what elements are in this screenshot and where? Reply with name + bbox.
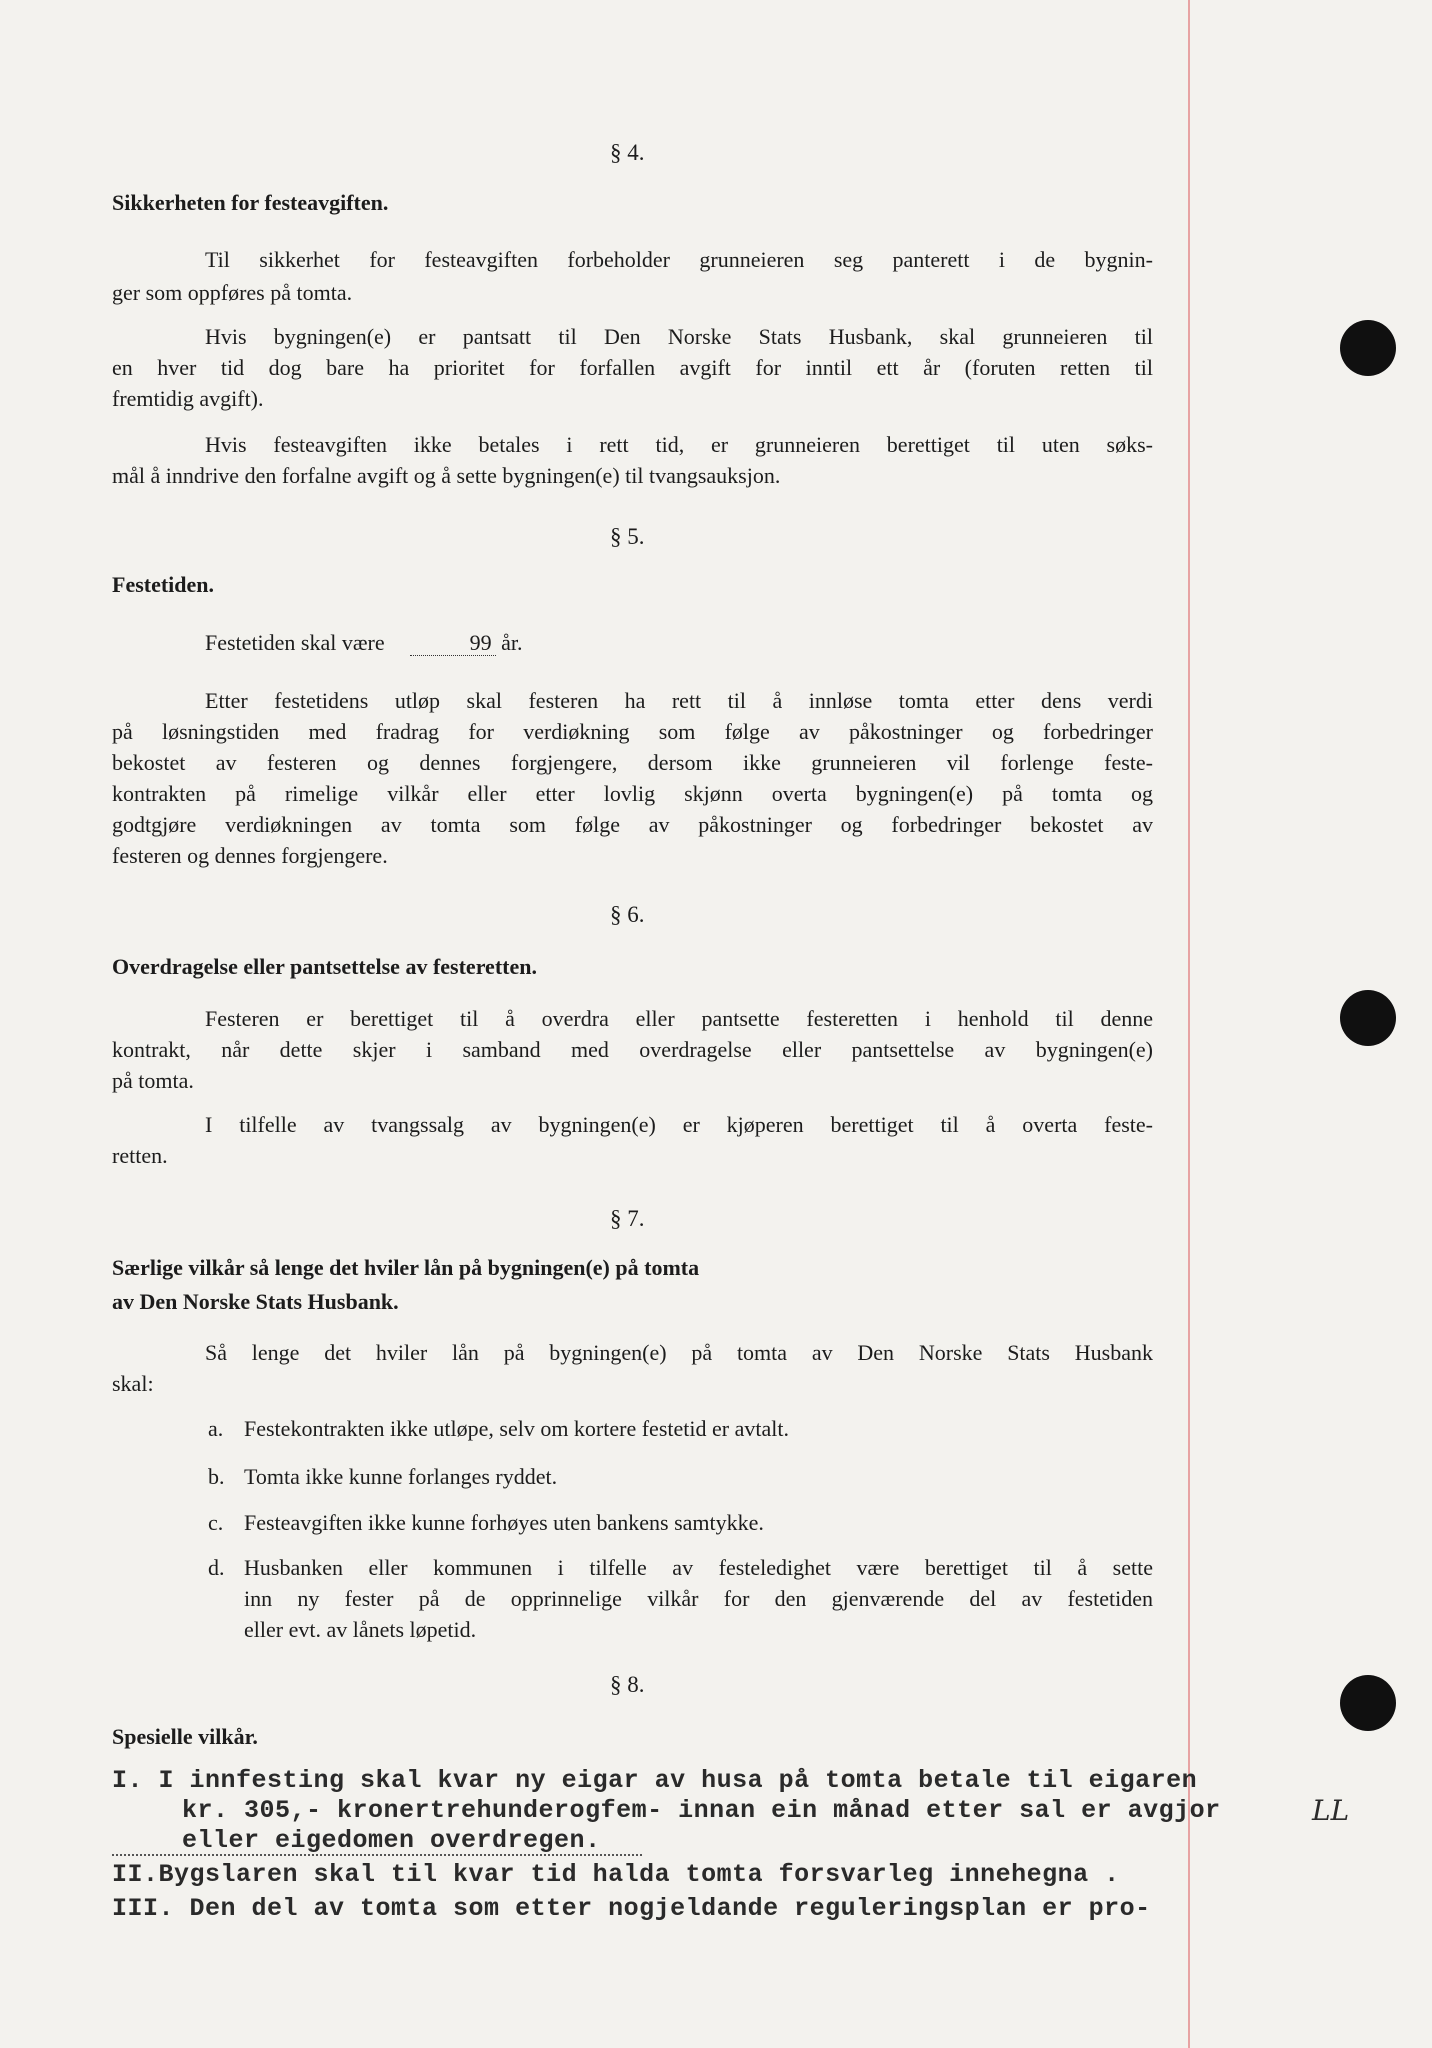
section-5-duration-line: [205, 628, 523, 658]
section-4-paragraph-2-line-2: en hver tid dog bare ha prioritet for forfallen avgift for inntil ett år (foruten retten til: [112, 355, 1153, 380]
section-5-paragraph-line-5: godtgjøre verdiøkningen av tomta som følge av påkostninger og forbedringer bekostet av: [112, 812, 1153, 837]
section-5-paragraph-line-1: Etter festetidens utløp skal festeren ha rett til å innløse tomta etter dens verdi: [205, 688, 1153, 713]
typed-condition-line-1: I. I innfesting skal kvar ny eigar av husa på tomta betale til eigaren: [112, 1766, 1198, 1795]
section-4-heading: Sikkerheten for festeavgiften.: [112, 190, 389, 215]
section-7-intro-line-1: Så lenge det hviler lån på bygningen(e) på tomta av Den Norske Stats Husbank: [205, 1340, 1153, 1365]
section-6-paragraph-2-line-1: I tilfelle av tvangssalg av bygningen(e) er kjøperen berettiget til å overta feste-: [205, 1112, 1153, 1137]
red-margin-line: [1188, 0, 1190, 2048]
handwritten-initials: LL: [1312, 1794, 1350, 1827]
typed-condition-line-4: II.Bygslaren skal til kvar tid halda tomta forsvarleg innehegna .: [112, 1860, 1120, 1889]
list-item-b-letter: b.: [208, 1464, 225, 1489]
list-item-c-text: Festeavgiften ikke kunne forhøyes uten bankens samtykke.: [244, 1510, 764, 1535]
typed-condition-line-3: eller eigedomen overdregen.: [182, 1826, 601, 1855]
section-7-heading-line-2: av Den Norske Stats Husbank.: [112, 1289, 399, 1314]
list-item-d-letter: d.: [208, 1555, 225, 1580]
typed-condition-line-2: kr. 305,- kronertrehunderogfem- innan ein månad etter sal er avgjor: [182, 1796, 1221, 1825]
section-6-paragraph-1-line-2: kontrakt, når dette skjer i samband med overdragelse eller pantsettelse av bygningen(e): [112, 1037, 1153, 1062]
section-4-paragraph-3-line-1: Hvis festeavgiften ikke betales i rett tid, er grunneieren berettiget til uten søks-: [205, 432, 1153, 457]
section-5-paragraph-line-3: bekostet av festeren og dennes forgjengere, dersom ikke grunneieren vil forlenge feste-: [112, 750, 1153, 775]
section-5-paragraph-line-6: festeren og dennes forgjengere.: [112, 843, 388, 868]
section-7-intro-line-2: skal:: [112, 1371, 154, 1396]
section-4-paragraph-1-line-1: Til sikkerhet for festeavgiften forbeholder grunneieren seg panterett i de bygnin-: [205, 247, 1153, 272]
section-4-number: § 4.: [610, 140, 645, 165]
list-item-d-text-line-3: eller evt. av lånets løpetid.: [244, 1617, 477, 1642]
section-4-paragraph-1-line-2: ger som oppføres på tomta.: [112, 280, 353, 305]
section-6-paragraph-1-line-3: på tomta.: [112, 1068, 194, 1093]
section-8-number: § 8.: [610, 1672, 645, 1697]
duration-value: 99: [410, 630, 496, 656]
list-item-a-letter: a.: [208, 1416, 224, 1441]
duration-prefix: Festetiden skal være: [205, 630, 385, 655]
section-6-number: § 6.: [610, 902, 645, 927]
section-4-paragraph-2-line-1: Hvis bygningen(e) er pantsatt til Den Norske Stats Husbank, skal grunneieren til: [205, 324, 1153, 349]
list-item-d-text: Husbanken eller kommunen i tilfelle av festeledighet være berettiget til å sette: [244, 1555, 1153, 1580]
list-item-a-text: Festekontrakten ikke utløpe, selv om kortere festetid er avtalt.: [244, 1416, 789, 1441]
section-4-paragraph-2-line-3: fremtidig avgift).: [112, 386, 264, 411]
section-7-heading-line-1: Særlige vilkår så lenge det hviler lån på bygningen(e) på tomta: [112, 1255, 700, 1280]
section-7-number: § 7.: [610, 1206, 645, 1231]
section-4-paragraph-3-line-2: mål å inndrive den forfalne avgift og å sette bygningen(e) til tvangsauksjon.: [112, 463, 781, 488]
punch-hole-middle: [1340, 990, 1396, 1046]
section-6-heading: Overdragelse eller pantsettelse av festeretten.: [112, 954, 537, 979]
duration-suffix: år.: [501, 630, 523, 655]
section-5-paragraph-line-2: på løsningstiden med fradrag for verdiøkning som følge av påkostninger og forbedringer: [112, 719, 1153, 744]
section-6-paragraph-2-line-2: retten.: [112, 1143, 168, 1168]
typed-condition-line-5: III. Den del av tomta som etter nogjeldande reguleringsplan er pro-: [112, 1894, 1151, 1923]
section-8-heading: Spesielle vilkår.: [112, 1724, 258, 1749]
punch-hole-bottom: [1340, 1675, 1396, 1731]
list-item-b-text: Tomta ikke kunne forlanges ryddet.: [244, 1464, 558, 1489]
dotted-fill-line: [112, 1854, 642, 1856]
punch-hole-top: [1340, 320, 1396, 376]
section-6-paragraph-1-line-1: Festeren er berettiget til å overdra eller pantsette festeretten i henhold til denne: [205, 1006, 1153, 1031]
section-5-paragraph-line-4: kontrakten på rimelige vilkår eller etter lovlig skjønn overta bygningen(e) på tomta og: [112, 781, 1153, 806]
section-5-number: § 5.: [610, 524, 645, 549]
list-item-d-text-line-2: inn ny fester på de opprinnelige vilkår for den gjenværende del av festetiden: [244, 1586, 1153, 1611]
list-item-c-letter: c.: [208, 1510, 224, 1535]
section-5-heading: Festetiden.: [112, 572, 215, 597]
